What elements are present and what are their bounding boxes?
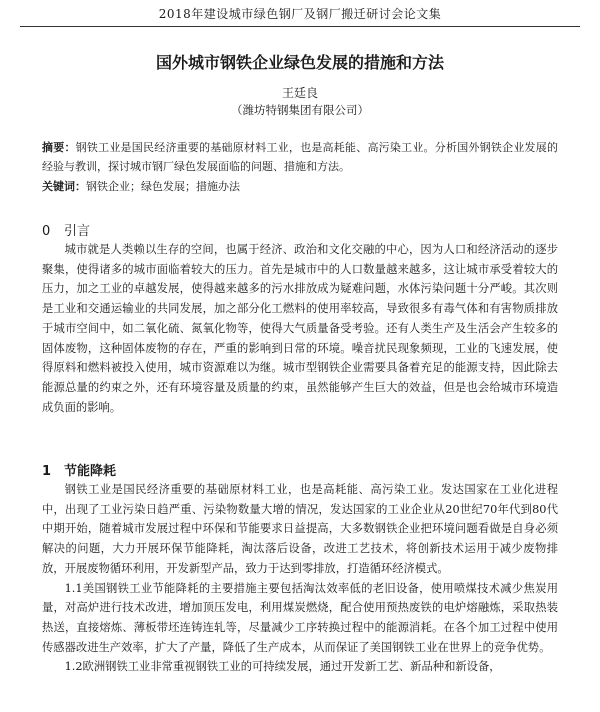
paragraph: 城市就是人类赖以生存的空间，也属于经济、政治和文化交融的中心，因为人口和经济活动的逐步聚集，使得诸多的城市面临着较大的压力。首先是城市中的人口数量越来越多，这让城市承受着较大的压力，加之工业的卓越发展，使得越来越多的污水排放成为疑难问题，水体污染问题十分严峻。其次则是工业和交通运输业的共同发展，加之部分化工燃料的使用率较高，导致很多有毒气体和有害物质排放于城市空间中，如二氧化硫、氮氧化物等，使得大气质量备受考验。还有人类生产及生活会产生较多的固体废物，这种固体废物的存在，严重的影响到日常的环境。噪音扰民现象频现，工业的飞速发展，使得原料和燃料被投入使用，城市资源难以为继。城市型钢铁企业需要具备着充足的能源支持，因此除去能源总量的约束之外，还有环境容量及质量的约束，虽然能够产生巨大的效益，但是也会给城市环境造成负面的影响。 <box>42 243 558 414</box>
author-name: 王廷良 <box>281 86 318 100</box>
section-title: 节能降耗 <box>64 464 117 479</box>
author-affiliation: （潍坊特钢集团有限公司） <box>231 103 369 117</box>
paragraph: 1.1美国钢铁工业节能降耗的主要措施主要包括淘汰效率低的老旧设备，使用喷煤技术减少焦炭用量，对高炉进行技术改进，增加顶压发电，利用煤炭燃烧，配合使用预热废铁的电炉熔融炼，采取热装热送，直接熔炼、薄板带坯连铸连轧等，尽量减少工序转换过程中的能源消耗。在各个加工过程中使用传感器改进生产效率，扩大了产量，降低了生产成本，从而保证了美国钢铁工业在世界上的竞争优势。 <box>42 581 558 654</box>
keywords <box>42 177 558 196</box>
abstract-text: 钢铁工业是国民经济重要的基础原材料工业，也是高耗能、高污染工业。分析国外钢铁企业发展的经验与教训，探讨城市钢厂绿色发展面临的问题、措施和方法。 <box>42 141 559 173</box>
abstract-block <box>42 138 558 196</box>
section-title: 引言 <box>64 224 91 239</box>
abstract-label: 摘要： <box>42 141 76 154</box>
paper-title: 国外城市钢铁企业绿色发展的措施和方法 <box>155 53 444 72</box>
abstract <box>42 138 558 176</box>
section-body-introduction <box>42 240 558 417</box>
section-heading-introduction <box>42 220 90 239</box>
keywords-text: 钢铁企业；绿色发展；措施办法 <box>86 180 240 193</box>
section-number: 0 <box>42 224 51 239</box>
section-number: 1 <box>42 464 52 479</box>
paragraph: 钢铁工业是国民经济重要的基础原材料工业，也是高耗能、高污染工业。发达国家在工业化进程中，出现了工业污染日趋严重、污染物数量大增的情况，发达国家的工业企业从20世纪70年代到80代中期开始，随着城市发展过程中环保和节能要求日益提高，大多数钢铁企业把环境问题看做是自身必须解决的问题，大力开展环保节能降耗，淘汰落后设备，改进工艺技术，将创新技术运用于减少废物排放，开展废物循环利用，开发新型产品，致力于达到零排放，打造循环经济模式。 <box>42 483 558 575</box>
section-body-energy-saving <box>42 480 558 677</box>
section-heading-energy-saving <box>42 460 116 479</box>
keywords-label: 关键词： <box>42 180 86 193</box>
paragraph: 1.2欧洲钢铁工业非常重视钢铁工业的可持续发展，通过开发新工艺、新品种和新设备， <box>64 660 501 674</box>
running-header: 2018年建设城市绿色钢厂及钢厂搬迁研讨会论文集 <box>20 5 580 27</box>
